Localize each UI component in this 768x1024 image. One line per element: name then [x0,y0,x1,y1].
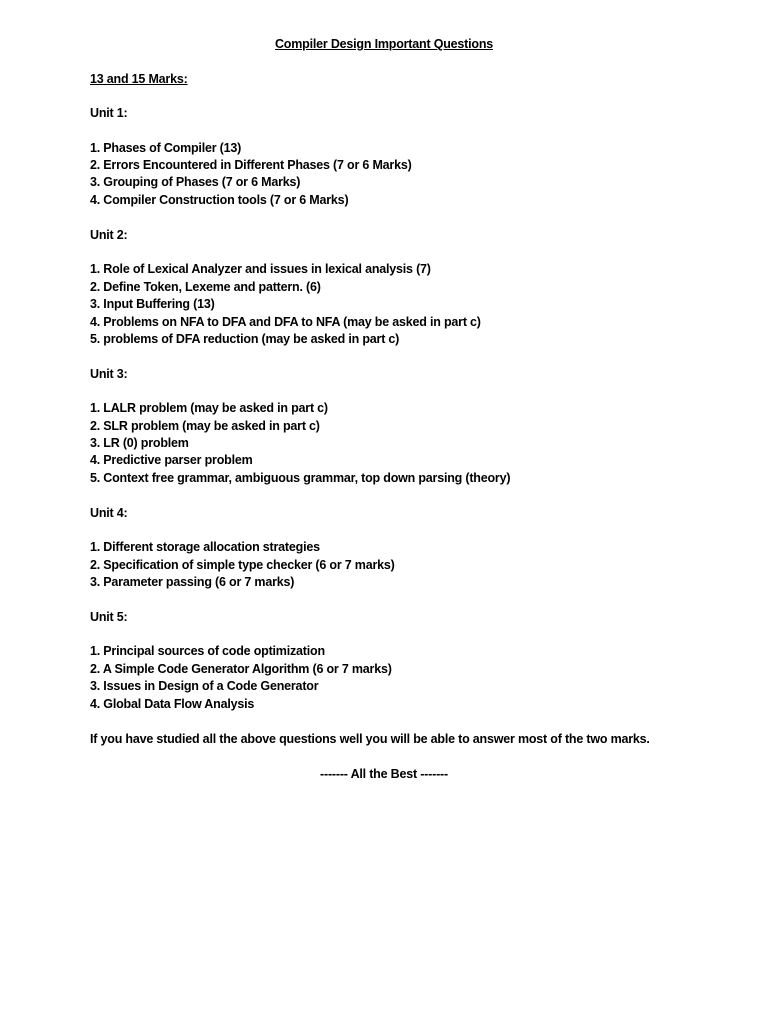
page-title: Compiler Design Important Questions [274,37,494,51]
list-item: 2. A Simple Code Generator Algorithm (6 or 7 marks) [90,662,392,676]
list-item: 4. Problems on NFA to DFA and DFA to NFA (may be asked in part c) [90,315,481,329]
sign-off: ------- All the Best ------- [320,767,448,781]
list-item: 2. Define Token, Lexeme and pattern. (6) [90,280,321,294]
list-item: 4. Global Data Flow Analysis [90,697,255,711]
list-item: 3. Parameter passing (6 or 7 marks) [90,575,295,589]
list-item: 4. Compiler Construction tools (7 or 6 Marks) [90,193,349,207]
list-item: 5. Context free grammar, ambiguous grammar, top down parsing (theory) [90,471,511,485]
list-item: 5. problems of DFA reduction (may be asked in part c) [90,332,400,346]
list-item: 2. Errors Encountered in Different Phases (7 or 6 Marks) [90,158,412,172]
unit-heading: Unit 5: [90,610,128,624]
unit-heading: Unit 1: [90,106,128,120]
list-item: 1. Different storage allocation strategies [90,540,320,554]
list-item: 3. Grouping of Phases (7 or 6 Marks) [90,175,301,189]
list-item: 1. Phases of Compiler (13) [90,141,242,155]
list-item: 3. Issues in Design of a Code Generator [90,679,319,693]
unit-heading: Unit 3: [90,367,128,381]
unit-heading: Unit 4: [90,506,128,520]
list-item: 4. Predictive parser problem [90,453,253,467]
list-item: 1. Role of Lexical Analyzer and issues in lexical analysis (7) [90,262,431,276]
list-item: 3. Input Buffering (13) [90,297,215,311]
list-item: 1. Principal sources of code optimization [90,644,325,658]
list-item: 3. LR (0) problem [90,436,189,450]
list-item: 2. Specification of simple type checker (6 or 7 marks) [90,558,395,572]
marks-heading: 13 and 15 Marks: [90,72,188,86]
list-item: 1. LALR problem (may be asked in part c) [90,401,328,415]
list-item: 2. SLR problem (may be asked in part c) [90,419,320,433]
closing-note: If you have studied all the above questions well you will be able to answer most of the two marks. [90,732,650,746]
unit-heading: Unit 2: [90,228,128,242]
